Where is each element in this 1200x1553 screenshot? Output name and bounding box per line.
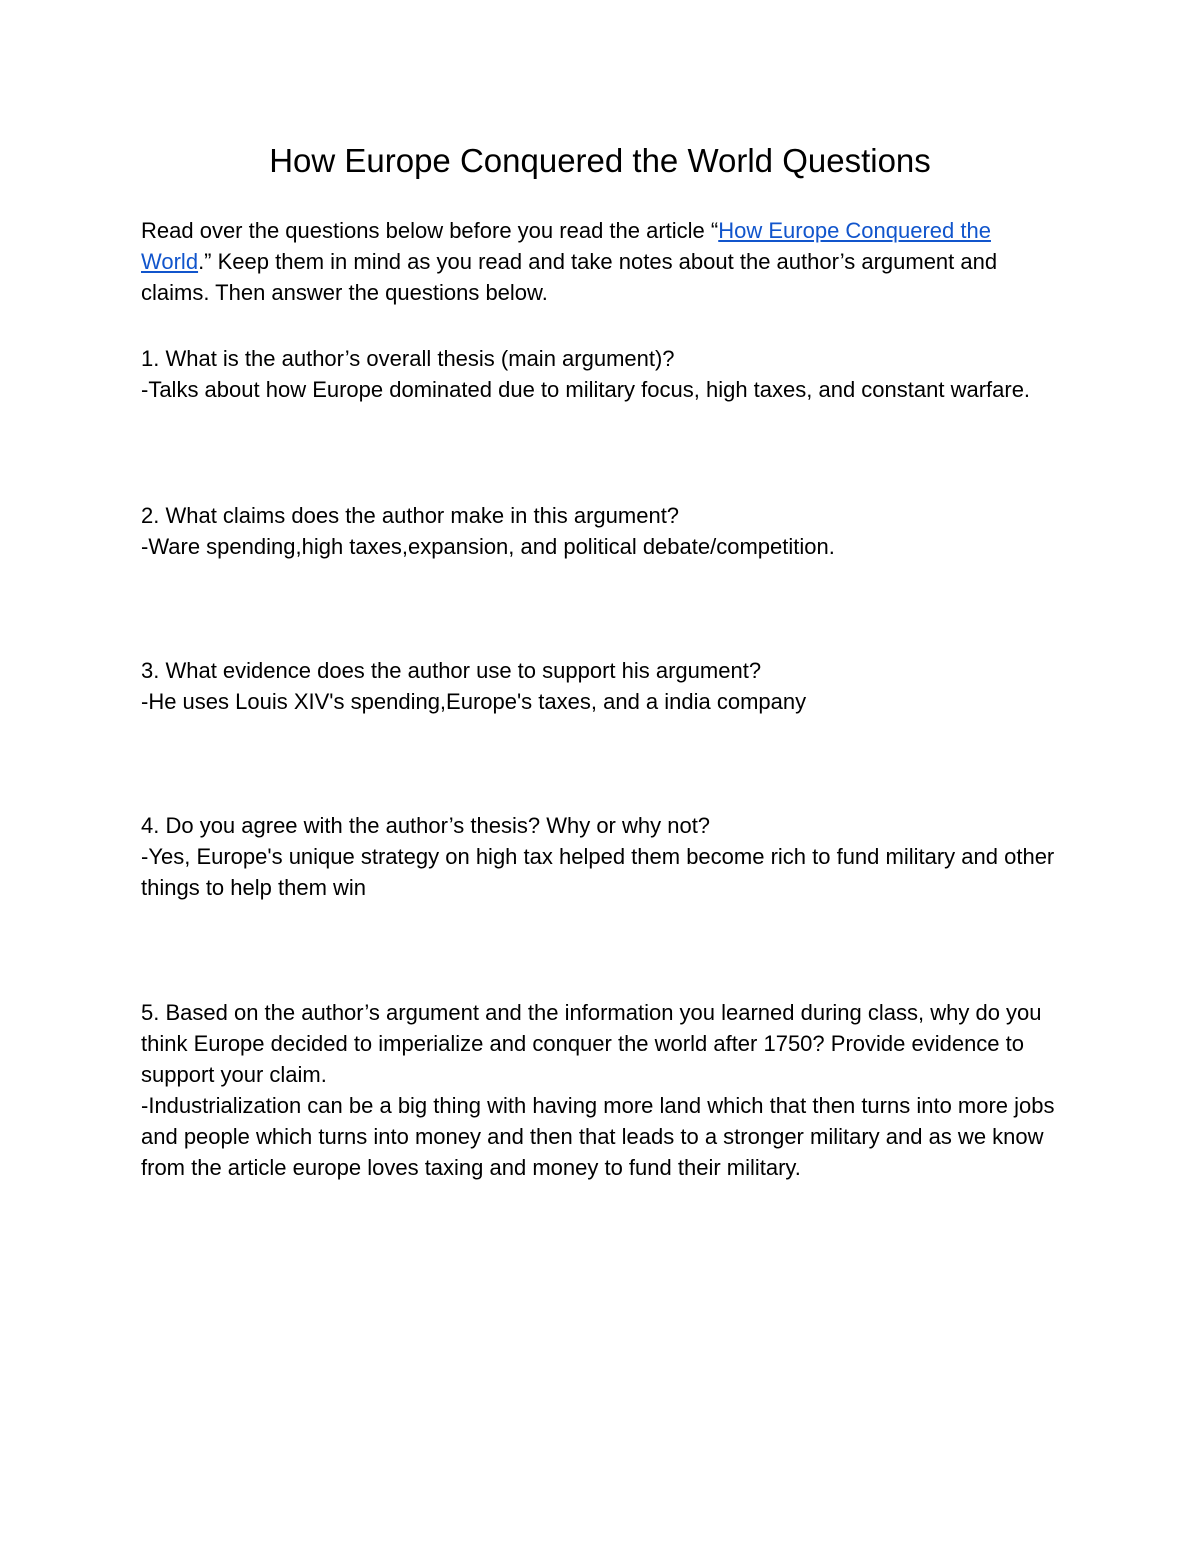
question-text: 3. What evidence does the author use to support his argument? xyxy=(141,658,762,683)
question-block-4 xyxy=(141,810,1066,903)
question-block-5 xyxy=(141,997,1066,1183)
answer-text: -Yes, Europe's unique strategy on high tax helped them become rich to fund military and other things to help them win xyxy=(141,844,1061,900)
question-block-3 xyxy=(141,655,1066,717)
intro-paragraph xyxy=(141,215,1066,308)
question-text: 2. What claims does the author make in this argument? xyxy=(141,503,680,528)
question-block-1 xyxy=(141,343,1066,405)
document-title: How Europe Conquered the World Questions xyxy=(269,142,931,179)
answer-text: -He uses Louis XIV's spending,Europe's taxes, and a india company xyxy=(141,689,807,714)
intro-text-before-link: Read over the questions below before you read the article “ xyxy=(141,218,719,243)
answer-text: -Talks about how Europe dominated due to military focus, high taxes, and constant warfare. xyxy=(141,377,1031,402)
question-block-2 xyxy=(141,500,1066,562)
answer-text: -Ware spending,high taxes,expansion, and political debate/competition. xyxy=(141,534,835,559)
article-link[interactable]: How Europe Conquered the World xyxy=(141,218,991,274)
question-text: 5. Based on the author’s argument and the information you learned during class, why do you think Europe decided to imperialize and conquer the world after 1750? Provide evidence to support your claim. xyxy=(141,1000,1048,1087)
intro-text-after-link: .” Keep them in mind as you read and take notes about the author’s argument and claims. Then answer the questions below. xyxy=(141,249,998,305)
question-text: 1. What is the author’s overall thesis (main argument)? xyxy=(141,346,675,371)
question-text: 4. Do you agree with the author’s thesis? Why or why not? xyxy=(141,813,711,838)
answer-text: -Industrialization can be a big thing with having more land which that then turns into more jobs and people which turns into money and then that leads to a stronger military and as we know from the article europe loves taxing and money to fund their military. xyxy=(141,1093,1061,1180)
